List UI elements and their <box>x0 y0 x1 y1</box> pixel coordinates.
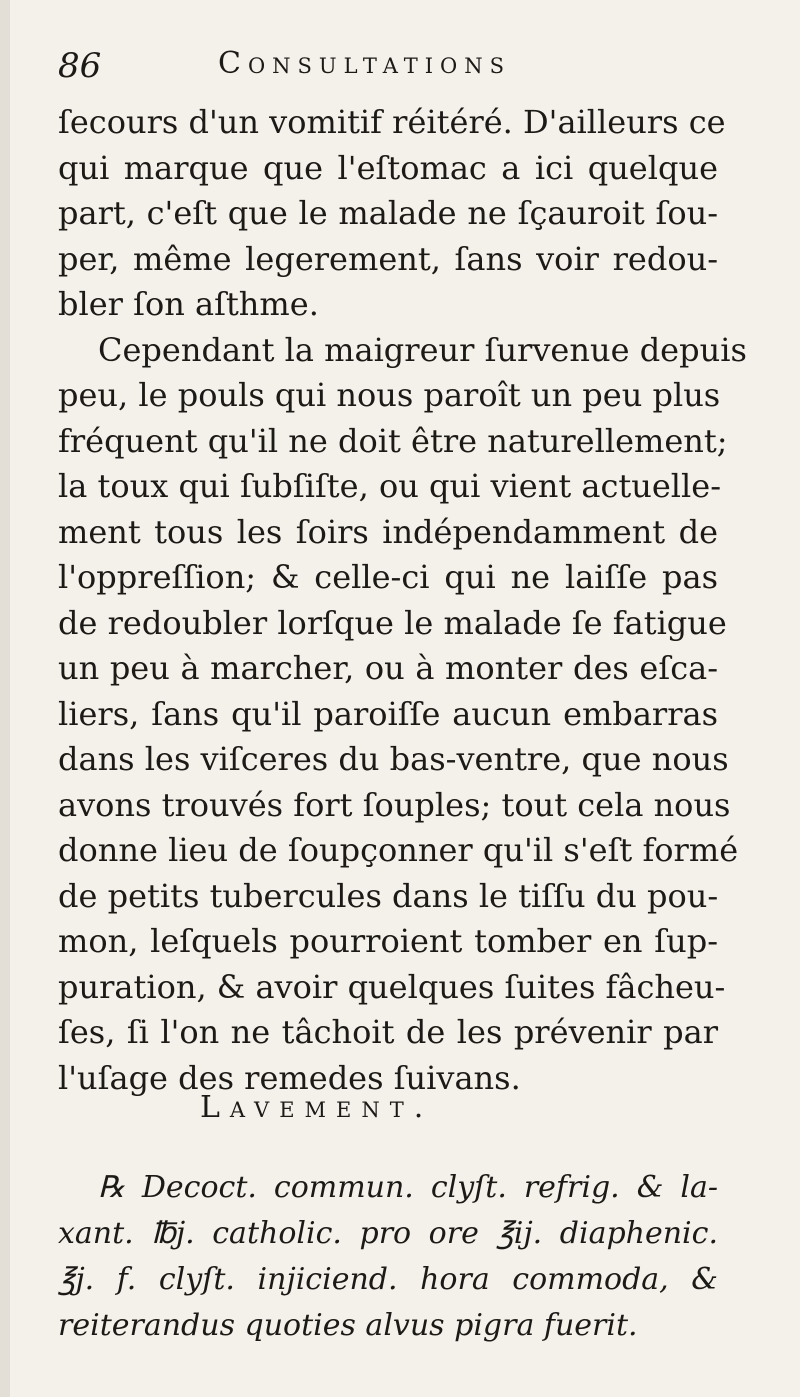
text-line: per, même legerement, ſans voir redou- <box>58 239 718 278</box>
text-line: peu, le pouls qui nous paroît un peu plus <box>58 376 721 414</box>
recipe-line: ℥j. f. clyſt. injiciend. hora commoda, & <box>58 1262 718 1297</box>
section-title: Lavement. <box>200 1090 434 1125</box>
text-line: ment tous les ſoirs indépendamment de <box>58 512 718 551</box>
text-line: l'oppreſſion; & celle-ci qui ne laiſſe pas <box>58 558 718 596</box>
running-head: Consultations <box>218 46 512 81</box>
recipe-line: ℞ Decoct. commun. clyſt. refrig. & la- <box>98 1170 718 1205</box>
text-line: Cependant la maigreur ſurvenue depuis <box>98 330 747 369</box>
text-line: de petits tubercules dans le tiſſu du pou- <box>58 876 719 915</box>
recipe-line: reiterandus quoties alvus pigra fuerit. <box>58 1308 638 1343</box>
page-number: 86 <box>58 46 102 86</box>
text-line: part, c'eſt que le malade ne ſçauroit ſou- <box>58 194 718 232</box>
text-line: donne lieu de ſoupçonner qu'il s'eſt formé <box>58 831 739 869</box>
page-gutter <box>0 0 10 1397</box>
text-line: un peu à marcher, ou à monter des eſca- <box>58 649 718 687</box>
recipe-text <box>58 1165 718 1349</box>
text-line: ſecours d'un vomitif réitéré. D'ailleurs ce <box>58 103 726 141</box>
text-line: liers, ſans qu'il paroiſſe aucun embarras <box>58 694 718 733</box>
text-line: puration, & avoir quelques ſuites fâcheu- <box>58 967 726 1006</box>
page-header <box>58 40 718 90</box>
text-line: l'uſage des remedes ſuivans. <box>58 1058 521 1097</box>
text-line: ſes, ſi l'on ne tâchoit de les prévenir par <box>58 1013 718 1051</box>
text-line: bler ſon aſthme. <box>58 285 319 323</box>
text-line: la toux qui ſubſiſte, ou qui vient actuelle- <box>58 467 721 505</box>
text-line: qui marque que l'eſtomac a ici quelque <box>58 148 718 187</box>
text-line: avons trouvés fort ſouples; tout cela nous <box>58 785 731 824</box>
recipe-line: xant. ℔j. catholic. pro ore ℥ij. diaphenic. <box>58 1216 718 1251</box>
text-line: dans les viſceres du bas-ventre, que nous <box>58 740 729 778</box>
text-line: mon, leſquels pourroient tomber en ſup- <box>58 922 718 960</box>
text-line: fréquent qu'il ne doit être naturellement; <box>58 421 728 460</box>
body-text <box>58 100 747 1101</box>
text-line: de redoubler lorſque le malade ſe fatigue <box>58 603 727 642</box>
